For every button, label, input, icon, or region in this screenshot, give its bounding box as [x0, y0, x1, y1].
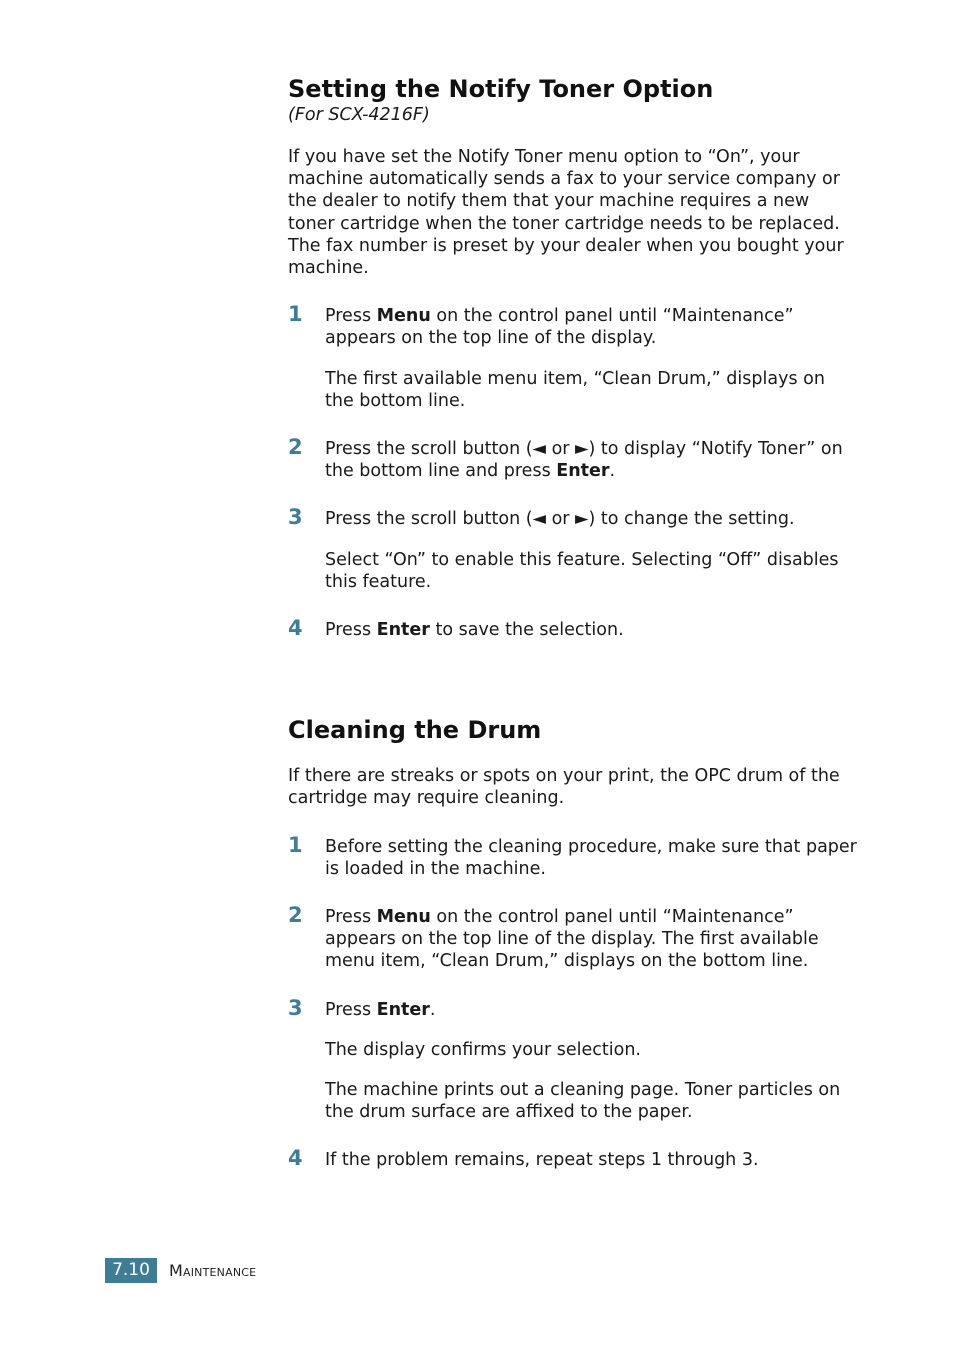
step-text: Press Menu on the control panel until “Maintenance” appears on the top line of the display. The first available menu item, “Clean Drum,” displays on the bottom line.	[325, 907, 819, 972]
step-number: 2	[288, 903, 303, 928]
step-note: The first available menu item, “Clean Drum,” displays on the bottom line.	[325, 368, 825, 411]
step-number: 4	[288, 1146, 303, 1171]
step-note: The machine prints out a cleaning page. Toner particles on the drum surface are affixed to the paper.	[325, 1080, 841, 1123]
page-number: 7.10	[105, 1258, 157, 1283]
step-number: 3	[288, 995, 303, 1020]
notify-step-2	[288, 435, 858, 482]
drum-step-4	[288, 1146, 858, 1171]
step-number: 3	[288, 505, 303, 530]
step-number: 2	[288, 435, 303, 460]
section-title-cleaning-drum: Cleaning the Drum	[288, 716, 542, 745]
step-text: Press Enter to save the selection.	[325, 620, 624, 641]
step-note: The display confirms your selection.	[325, 1039, 641, 1060]
page-content	[288, 74, 858, 1172]
page-footer	[105, 1258, 256, 1283]
step-text: Press the scroll button (◄ or ►) to change the setting.	[325, 509, 795, 530]
step-number: 1	[288, 832, 303, 857]
model-note: (For SCX-4216F)	[288, 105, 430, 125]
step-text: Press the scroll button (◄ or ►) to display “Notify Toner” on the bottom line and press Enter.	[325, 439, 843, 482]
notify-step-4	[288, 616, 858, 641]
step-text: If the problem remains, repeat steps 1 through 3.	[325, 1150, 759, 1171]
notify-step-3	[288, 505, 858, 593]
step-note: Select “On” to enable this feature. Selecting “Off” disables this feature.	[325, 549, 839, 592]
section-title-notify-toner: Setting the Notify Toner Option	[288, 75, 714, 103]
drum-step-3	[288, 995, 858, 1124]
step-number: 1	[288, 302, 303, 327]
step-number: 4	[288, 616, 303, 641]
step-text: Press Enter.	[325, 999, 436, 1020]
step-text: Before setting the cleaning procedure, make sure that paper is loaded in the machine.	[325, 836, 857, 879]
footer-section-label: Maintenance	[169, 1261, 257, 1280]
drum-step-1	[288, 832, 858, 880]
notify-step-1	[288, 302, 858, 412]
step-text: Press Menu on the control panel until “Maintenance” appears on the top line of the display.	[325, 306, 794, 349]
drum-step-2	[288, 903, 858, 973]
drum-intro: If there are streaks or spots on your print, the OPC drum of the cartridge may require cleaning.	[288, 766, 840, 809]
notify-intro: If you have set the Notify Toner menu option to “On”, your machine automatically sends a fax to your service company or the dealer to notify them that your machine requires a new toner cartridge when the toner cartridge needs to be replaced. The fax number is preset by your dealer when you bought your machine.	[288, 147, 844, 279]
